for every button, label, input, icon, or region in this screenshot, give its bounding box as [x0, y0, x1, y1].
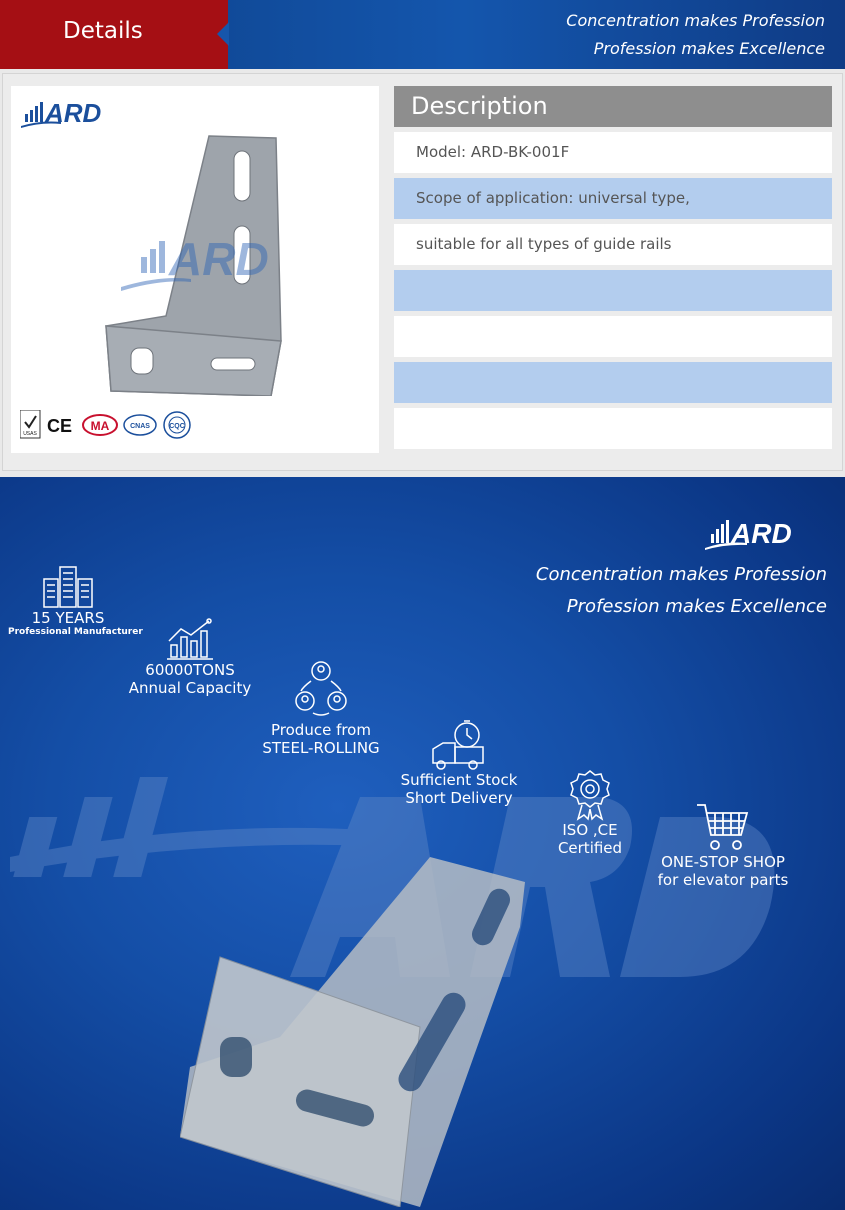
- feature-one-stop-shop: [650, 801, 796, 889]
- header-motto-line2: Profession makes Excellence: [593, 39, 825, 58]
- feature-line2: Professional Manufacturer: [8, 627, 143, 637]
- desc-row: [394, 362, 832, 403]
- feature-line2: Short Delivery: [405, 789, 513, 807]
- svg-text:CNAS: CNAS: [130, 423, 150, 430]
- banner-motto-line1: Concentration makes Profession: [535, 564, 827, 585]
- cnas-cert-icon: [124, 415, 156, 435]
- header-bar: [0, 0, 845, 69]
- cqc-cert-icon: [164, 412, 190, 438]
- watermark-text: ARD: [169, 233, 269, 285]
- certificate-badge-icon: [568, 769, 612, 821]
- delivery-truck-icon: [429, 717, 489, 771]
- feature-delivery: [395, 717, 523, 807]
- feature-line1: 15 YEARS: [31, 609, 105, 627]
- description-title: Description: [394, 86, 832, 127]
- feature-line2: for elevator parts: [657, 871, 789, 889]
- feature-line2: Annual Capacity: [128, 679, 252, 697]
- certification-logos: [20, 410, 200, 440]
- ard-logo: [21, 96, 125, 128]
- svg-text:MA: MA: [90, 419, 110, 433]
- desc-row: [394, 408, 832, 449]
- desc-row: Model: ARD-BK-001F: [394, 132, 832, 173]
- big-bracket-image: [180, 837, 580, 1207]
- shopping-cart-icon: [695, 801, 751, 853]
- banner-motto-line2: Profession makes Excellence: [566, 596, 827, 617]
- ce-cert-icon: [47, 416, 72, 436]
- details-label: Details: [63, 18, 143, 44]
- feature-line1: ONE-STOP SHOP: [661, 853, 785, 871]
- banner-logo-text: ARD: [731, 518, 792, 549]
- desc-row: [394, 316, 832, 357]
- feature-line1: Produce from: [271, 721, 371, 739]
- company-banner: [0, 477, 845, 1210]
- ma-cert-icon: [83, 415, 117, 435]
- team-cycle-icon: [291, 657, 351, 721]
- feature-certified: [545, 769, 635, 857]
- feature-line1: ISO ,CE: [562, 821, 618, 839]
- header-motto-line1: Concentration makes Profession: [566, 11, 825, 30]
- svg-text:CQC: CQC: [169, 423, 185, 430]
- watermark-logo: [121, 231, 301, 291]
- desc-row: Scope of application: universal type,: [394, 178, 832, 219]
- details-tab: [0, 0, 228, 69]
- feature-15-years: [8, 565, 143, 638]
- usas-cert-icon: [20, 410, 40, 438]
- feature-steel-rolling: [255, 657, 387, 757]
- feature-line2: Certified: [557, 839, 623, 857]
- feature-line1: Sufficient Stock: [400, 771, 518, 789]
- svg-text:USAS: USAS: [23, 431, 37, 437]
- ard-logo-text: ARD: [45, 98, 102, 128]
- feature-capacity: [125, 617, 255, 697]
- description-panel: [394, 86, 832, 449]
- desc-row: suitable for all types of guide rails: [394, 224, 832, 265]
- product-photo: [11, 86, 379, 453]
- svg-text:CE: CE: [47, 416, 73, 436]
- growth-chart-icon: [165, 617, 215, 661]
- feature-line2: STEEL-ROLLING: [262, 739, 380, 757]
- buildings-icon: [38, 565, 98, 609]
- product-section: [0, 69, 845, 477]
- feature-line1: 60000TONS: [145, 661, 235, 679]
- desc-row: [394, 270, 832, 311]
- banner-ard-logo: [705, 514, 817, 550]
